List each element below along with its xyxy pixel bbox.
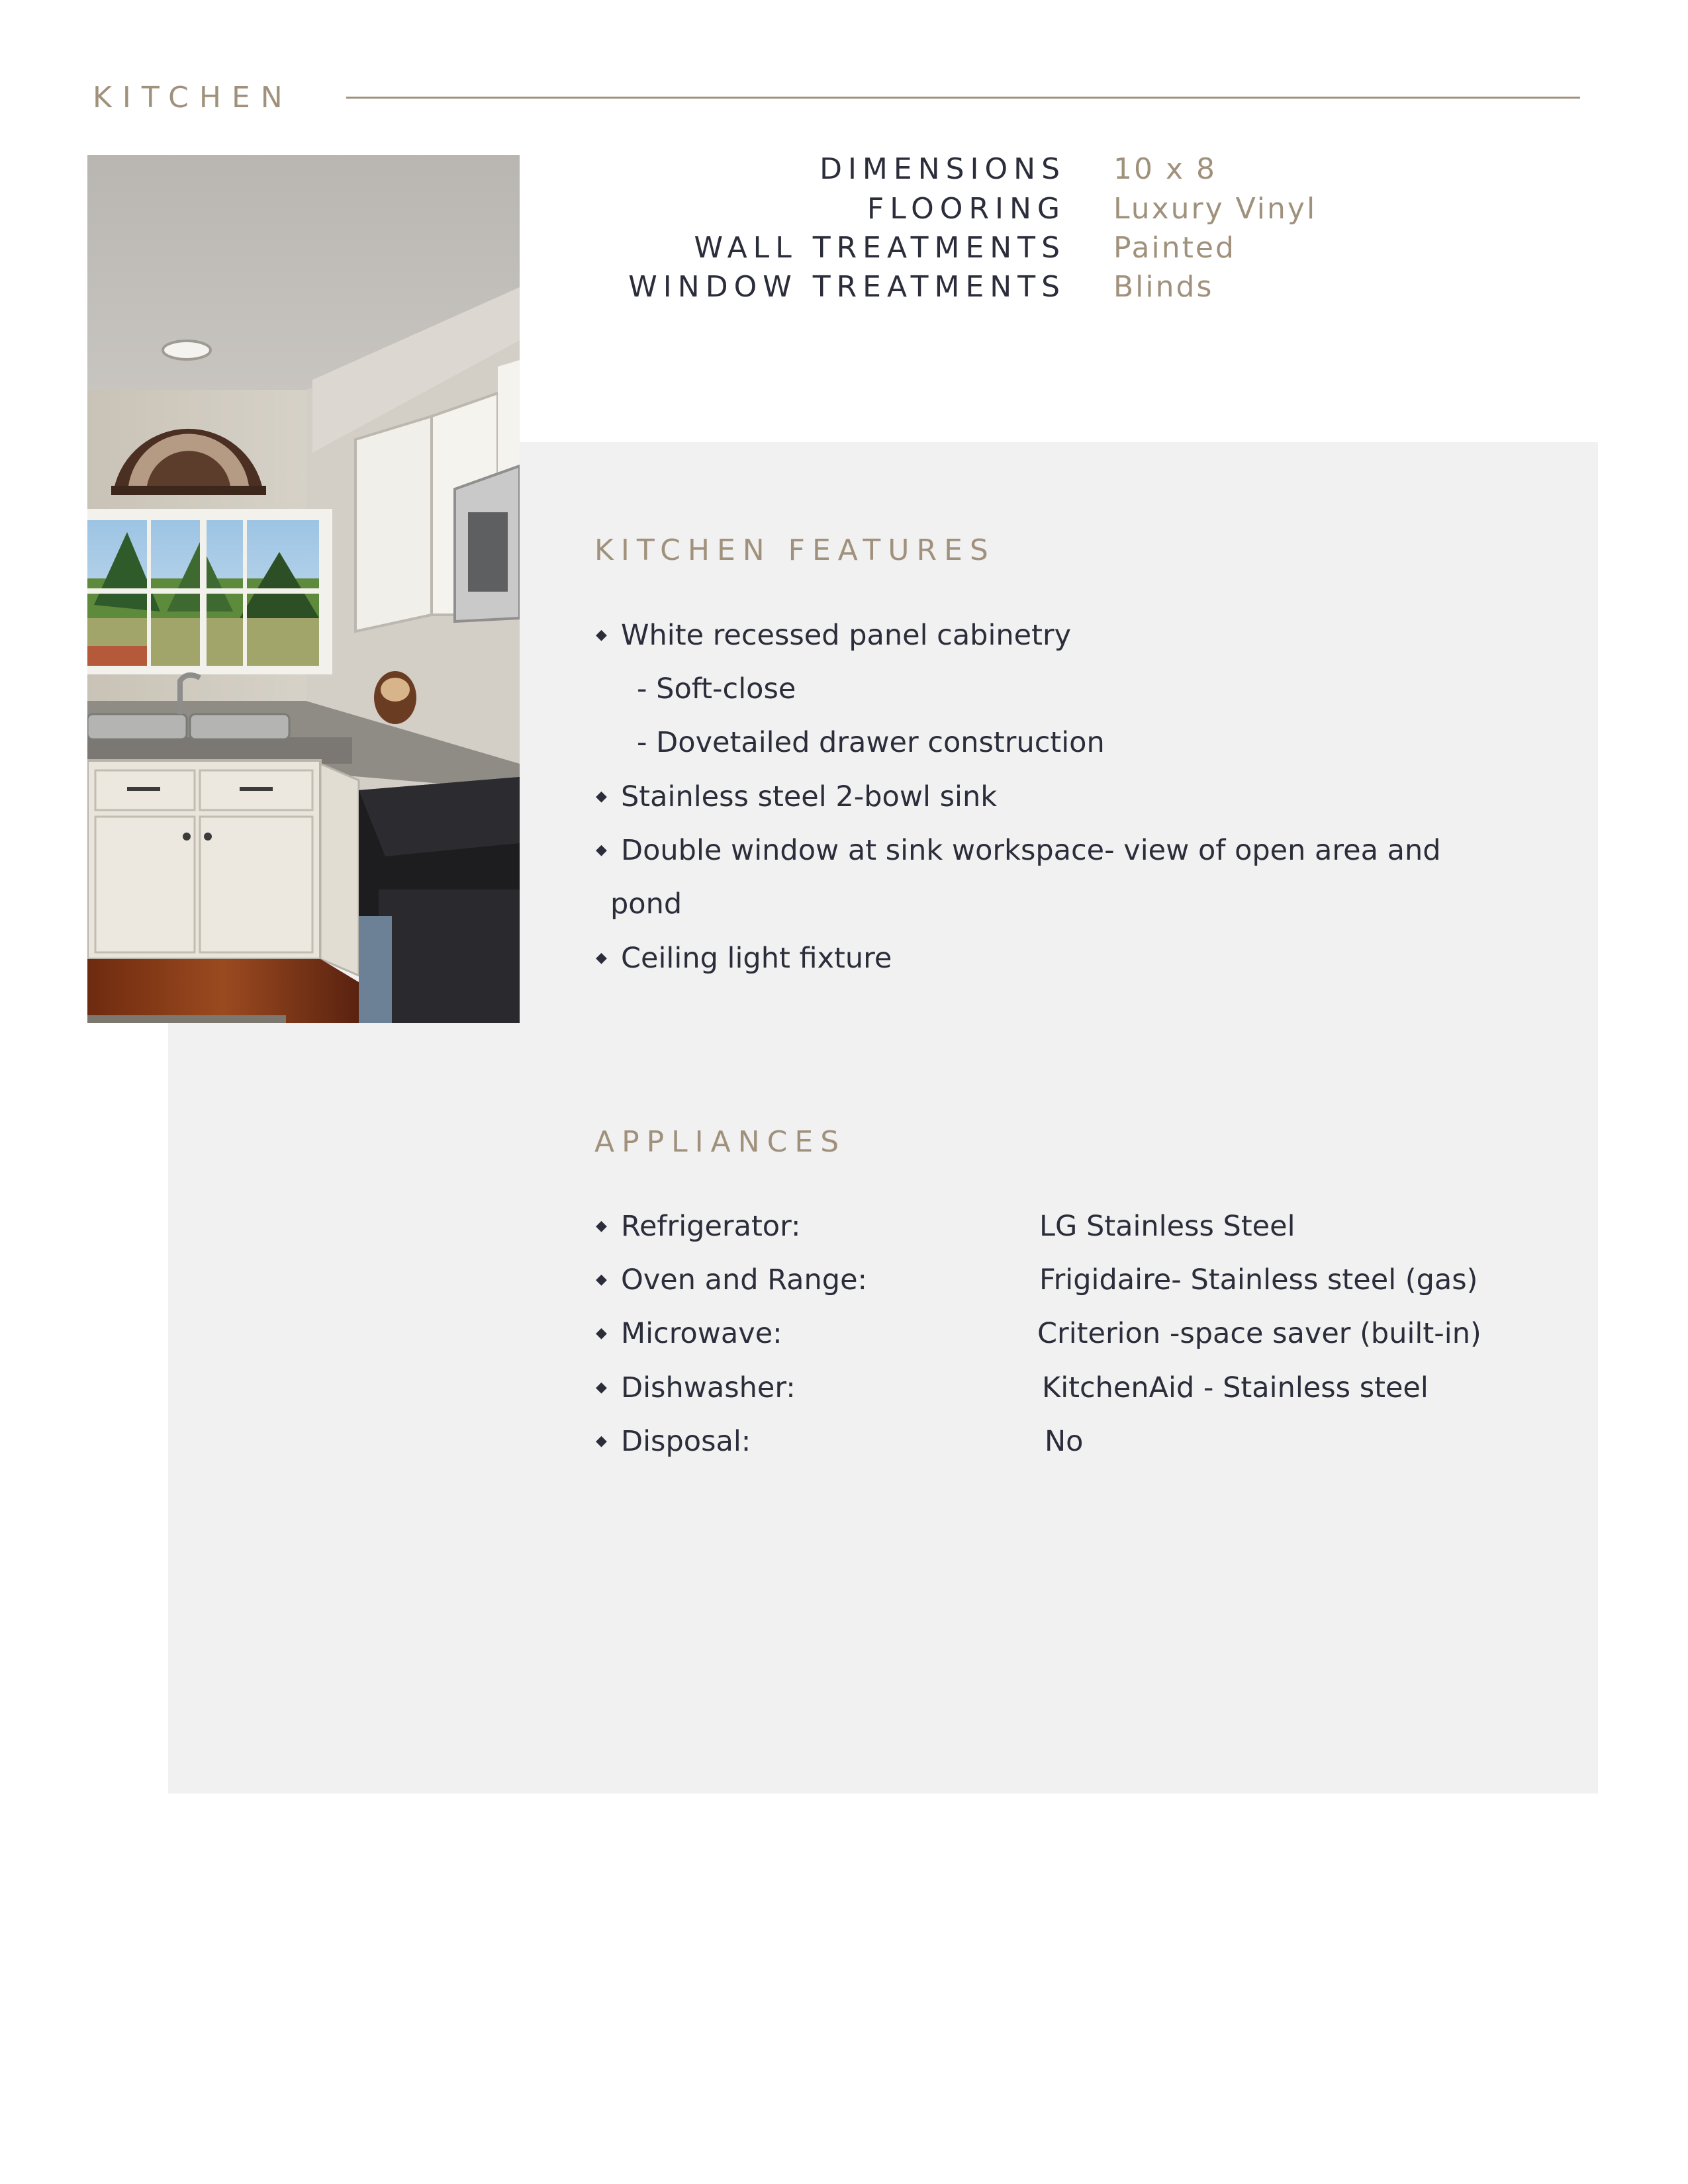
appliance-name: Disposal: — [621, 1425, 751, 1458]
bullet-icon: ◆ — [596, 1433, 607, 1449]
spec-label-flooring: FLOORING — [867, 192, 1066, 226]
spec-value-dimensions: 10 x 8 — [1113, 152, 1217, 186]
feature-item: Ceiling light fixture — [621, 942, 892, 975]
appliance-value: Criterion -space saver (built-in) — [1037, 1317, 1481, 1350]
feature-subitem: - Dovetailed drawer construction — [637, 726, 1105, 759]
appliance-value: KitchenAid - Stainless steel — [1042, 1371, 1429, 1404]
appliance-value: No — [1045, 1425, 1084, 1458]
feature-item: Double window at sink workspace- view of open area and — [621, 834, 1441, 867]
spec-label-window-treatments: WINDOW TREATMENTS — [628, 270, 1066, 304]
spec-value-window-treatments: Blinds — [1113, 270, 1214, 304]
kitchen-photo — [87, 155, 520, 1023]
bullet-icon: ◆ — [596, 627, 607, 643]
bullet-icon: ◆ — [596, 1325, 607, 1342]
feature-item: Stainless steel 2-bowl sink — [621, 780, 998, 813]
spec-label-dimensions: DIMENSIONS — [820, 152, 1066, 186]
appliance-name: Microwave: — [621, 1317, 782, 1350]
appliance-name: Oven and Range: — [621, 1263, 868, 1297]
appliance-value: Frigidaire- Stainless steel (gas) — [1039, 1263, 1478, 1297]
feature-subitem: - Soft-close — [637, 672, 796, 705]
spec-value-flooring: Luxury Vinyl — [1113, 192, 1317, 226]
header-divider — [346, 97, 1580, 99]
features-heading: KITCHEN FEATURES — [594, 533, 996, 567]
appliance-value: LG Stainless Steel — [1039, 1210, 1295, 1243]
bullet-icon: ◆ — [596, 1379, 607, 1396]
bullet-icon: ◆ — [596, 788, 607, 805]
appliance-name: Dishwasher: — [621, 1371, 796, 1404]
page-title: KITCHEN — [93, 81, 293, 114]
spec-label-wall-treatments: WALL TREATMENTS — [694, 231, 1066, 265]
appliance-name: Refrigerator: — [621, 1210, 801, 1243]
bullet-icon: ◆ — [596, 1271, 607, 1288]
bullet-icon: ◆ — [596, 950, 607, 966]
bullet-icon: ◆ — [596, 1218, 607, 1234]
feature-item: White recessed panel cabinetry — [621, 619, 1072, 652]
feature-item-continuation: pond — [610, 887, 682, 921]
appliances-heading: APPLIANCES — [594, 1125, 847, 1159]
bullet-icon: ◆ — [596, 842, 607, 858]
spec-value-wall-treatments: Painted — [1113, 231, 1236, 265]
